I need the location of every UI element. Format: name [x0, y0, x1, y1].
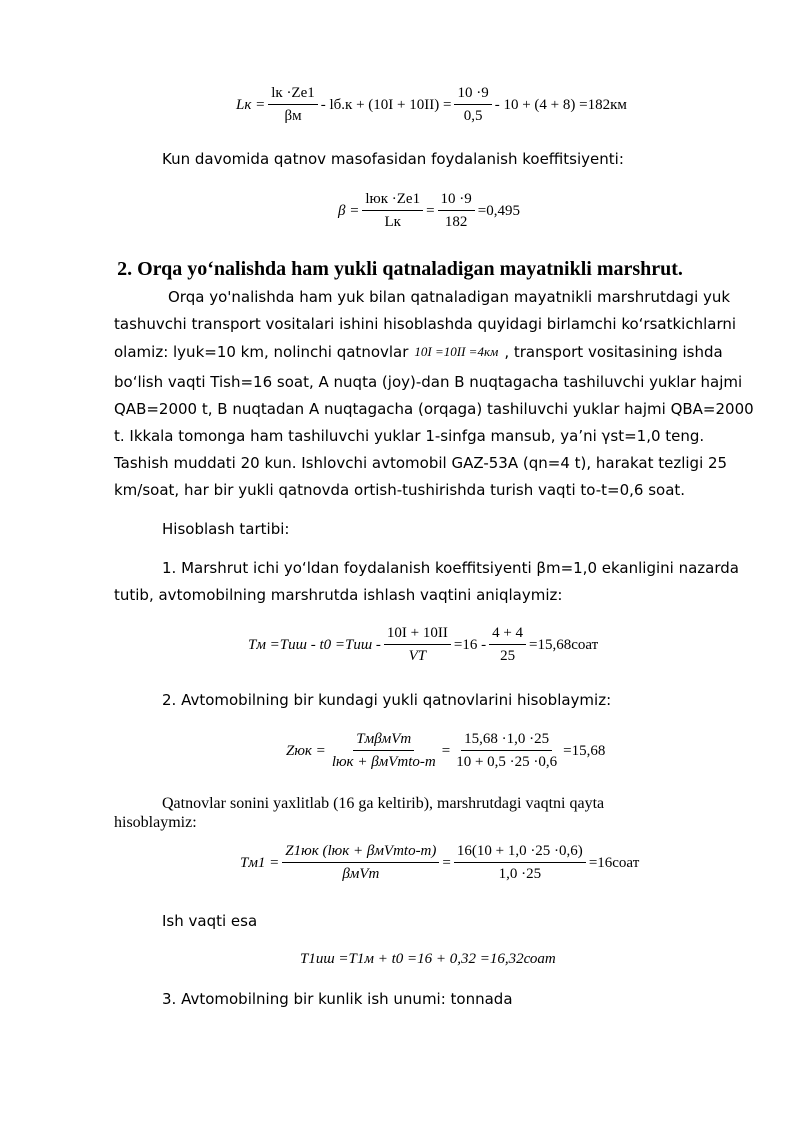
paragraph-step-3-text: 3. Avtomobilning bir kunlik ish unumi: tonnada: [162, 990, 513, 1008]
formula-beta-denominator-2: 182: [444, 214, 468, 230]
formula-tm1-denominator: βмVт: [342, 866, 380, 882]
formula-lk-denominator-2: 0,5: [463, 108, 483, 124]
formula-tm-result: =15,68соат: [529, 636, 599, 653]
formula-lk: [236, 84, 627, 125]
formula-z-numerator: TмβмVт: [353, 730, 414, 751]
formula-beta: [338, 190, 520, 231]
formula-beta-denominator: Lк: [384, 214, 401, 230]
formula-tm-fraction-2: [489, 624, 526, 665]
formula-z-eq: =: [441, 742, 451, 759]
para2-line-3: [114, 341, 723, 363]
formula-tm1-numerator: Z1юк (lюк + βмVтtо-т): [282, 842, 439, 863]
para2-line-4: bo‘lish vaqti Tish=16 soat, A nuqta (joy)-dan B nuqtagacha tashiluvchi yuklar hajmi: [114, 373, 743, 391]
paragraph-ish-vaqti: [162, 910, 257, 932]
formula-lk-fraction-1: [268, 84, 318, 125]
formula-tm1-fraction-1: [282, 842, 439, 883]
formula-lk-numerator-2: 10 ·9: [454, 84, 491, 105]
formula-z-result: =15,68: [563, 742, 606, 759]
formula-tm1-denominator-2: 1,0 ·25: [498, 866, 542, 882]
paragraph-step-2: [162, 689, 611, 711]
paragraph-step-3: [162, 988, 513, 1010]
para2-line-3-a: olamiz: lyuk=10 km, nolinchi qatnovlar: [114, 343, 409, 361]
formula-tm1-eq: =: [442, 854, 451, 871]
formula-tm-numerator: 10I + 10II: [384, 624, 451, 645]
formula-beta-result: =0,495: [477, 202, 521, 219]
formula-z-fraction-1: [329, 730, 439, 771]
formula-beta-numerator-2: 10 ·9: [438, 190, 475, 211]
formula-beta-lhs: β =: [338, 202, 360, 219]
formula-tm1-fraction-2: [454, 842, 586, 883]
qatnovlar-line-2: hisoblaymiz:: [114, 814, 197, 831]
formula-beta-numerator: lюк ·Zе1: [362, 190, 423, 211]
formula-z-denominator: lюк + βмVтtо-т: [331, 754, 436, 770]
section-heading: [0, 258, 800, 281]
formula-lk-numerator: lк ·Zе1: [268, 84, 318, 105]
para2-line-7: Tashish muddati 20 kun. Ishlovchi avtomobil GAZ-53A (qn=4 t), harakat tezligi 25: [114, 454, 728, 472]
formula-tm1-lhs: Tм1 =: [240, 854, 280, 871]
formula-tm-denominator: VT: [408, 648, 427, 664]
formula-lk-fraction-2: [454, 84, 491, 125]
paragraph-hisoblash-tartibi-text: Hisoblash tartibi:: [162, 520, 290, 538]
paragraph-hisoblash-tartibi: [162, 518, 289, 540]
step-1-line-2: tutib, avtomobilning marshrutda ishlash vaqtini aniqlaymiz:: [114, 586, 563, 604]
para2-line-5: QAB=2000 t, B nuqtadan A nuqtagacha (orqaga) tashiluvchi yuklar hajmi QBA=2000: [114, 400, 754, 418]
paragraph-kun-davomida: [162, 148, 624, 170]
formula-tm1-numerator-2: 16(10 + 1,0 ·25 ·0,6): [454, 842, 586, 863]
formula-z: [286, 730, 605, 771]
para2-line-6: t. Ikkala tomonga ham tashiluvchi yuklar 1-sinfga mansub, ya’ni γst=1,0 teng.: [114, 427, 705, 445]
formula-tm-numerator-2: 4 + 4: [489, 624, 526, 645]
para2-line-2: tashuvchi transport vositalari ishini hisoblashda quyidagi birlamchi ko‘rsatkichlarni: [114, 315, 737, 333]
formula-tish: [300, 950, 556, 968]
formula-z-numerator-2: 15,68 ·1,0 ·25: [461, 730, 552, 751]
formula-tm1: [240, 842, 639, 883]
formula-lk-denominator: βм: [284, 108, 302, 124]
formula-lk-lhs: Lк =: [236, 96, 266, 113]
formula-tm-denominator-2: 25: [500, 648, 516, 664]
section-heading-text: 2. Orqa yo‘nalishda ham yukli qatnaladigan mayatnikli marshrut.: [117, 258, 683, 280]
paragraph-kun-davomida-text: Kun davomida qatnov masofasidan foydalanish koeffitsiyenti:: [162, 150, 624, 168]
formula-lk-rest: - lб.к + (10I + 10II) =: [320, 96, 452, 113]
formula-tm-lhs: Tм =Tиш - t0 =Tиш -: [248, 636, 381, 653]
paragraph-ish-vaqti-text: Ish vaqti esa: [162, 912, 258, 930]
formula-tm1-result: =16соат: [588, 854, 640, 871]
para2-line-8: km/soat, har bir yukli qatnovda ortish-tushirishda turish vaqti to-t=0,6 soat.: [114, 481, 686, 499]
formula-tm-mid: =16 -: [453, 636, 487, 653]
para2-line-1: Orqa yo'nalishda ham yuk bilan qatnaladigan mayatnikli marshrutdagi yuk: [168, 288, 731, 306]
formula-tm-fraction-1: [384, 624, 451, 665]
para2-line-3-math: 10I =10II =4км: [414, 344, 499, 359]
step-1-line-1: 1. Marshrut ichi yo‘ldan foydalanish koeffitsiyenti βm=1,0 ekanligini nazarda: [162, 559, 739, 577]
qatnovlar-line-1: Qatnovlar sonini yaxlitlab (16 ga keltirib), marshrutdagi vaqtni qayta: [162, 795, 605, 812]
formula-z-lhs: Zюк =: [286, 742, 326, 759]
formula-beta-eq: =: [426, 202, 435, 219]
formula-tm: [248, 624, 598, 665]
formula-z-fraction-2: [453, 730, 560, 771]
paragraph-step-2-text: 2. Avtomobilning bir kundagi yukli qatnovlarini hisoblaymiz:: [162, 691, 612, 709]
formula-z-denominator-2: 10 + 0,5 ·25 ·0,6: [456, 754, 558, 770]
formula-lk-result: - 10 + (4 + 8) =182км: [494, 96, 627, 113]
formula-tish-text: T1иш =T1м + t0 =16 + 0,32 =16,32соат: [300, 951, 556, 967]
para2-line-3-b: , transport vositasining ishda: [504, 343, 723, 361]
formula-beta-fraction-1: [362, 190, 423, 231]
formula-beta-fraction-2: [438, 190, 475, 231]
